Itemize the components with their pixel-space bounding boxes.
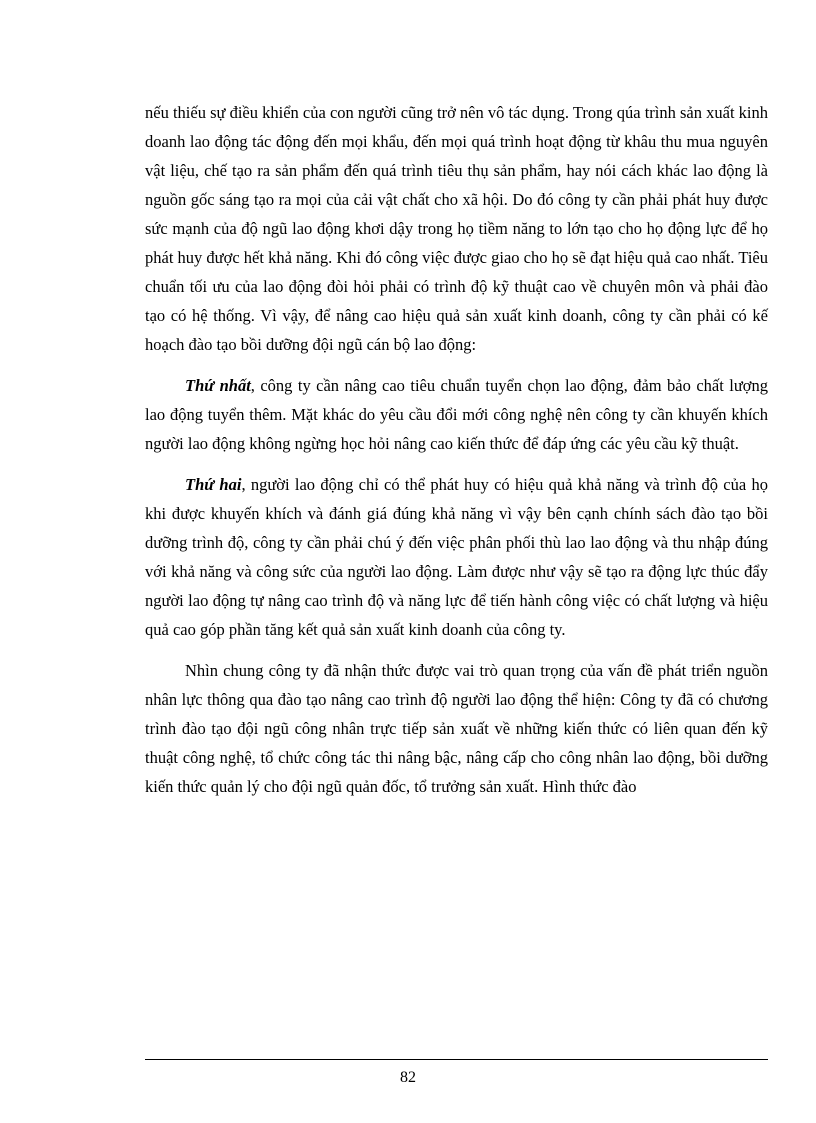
paragraph-4-text: Nhìn chung công ty đã nhận thức được vai trò quan trọng của vấn đề phát triển nguồn nhân lực thông qua đào tạo nâng cao trình độ người lao động thể hiện: Công ty đã có chương trình đào tạo đội ngũ công nhân trực tiếp sản xuất về những kiến thức có liên quan đến kỹ thuật công nghệ, tổ chức công tác thi nâng bậc, nâng cấp cho công nhân lao động, bồi dưỡng kiến thức quản lý cho đội ngũ quản đốc, tổ trưởng sản xuất. Hình thức đào — [145, 661, 768, 796]
paragraph-1-text: nếu thiếu sự điều khiển của con người cũng trở nên vô tác dụng. Trong qúa trình sản xuất kinh doanh lao động tác động đến mọi khẩu, đến mọi quá trình hoạt động từ khâu thu mua nguyên vật liệu, chế tạo ra sản phẩm đến quá trình tiêu thụ sản phẩm, hay nói cách khác lao động là nguồn gốc sáng tạo ra mọi của cải vật chất cho xã hội. Do đó công ty cần phải phát huy được sức mạnh của độ ngũ lao động khơi dậy trong họ tiềm năng to lớn tạo cho họ động lực để họ phát huy được hết khả năng. Khi đó công việc được giao cho họ sẽ đạt hiệu quả cao nhất. Tiêu chuẩn tối ưu của lao động đòi hỏi phải có trình độ kỹ thuật cao về chuyên môn và phải đào tạo có hệ thống. Vì vậy, để nâng cao hiệu quả sản xuất kinh doanh, công ty cần phải có kế hoạch đào tạo bồi dưỡng đội ngũ cán bộ lao động: — [145, 103, 768, 354]
footer-divider — [145, 1059, 768, 1060]
paragraph-2-lead: Thứ nhất — [185, 376, 251, 395]
paragraph-1 — [145, 98, 768, 359]
paragraph-3-lead: Thứ hai — [185, 475, 242, 494]
paragraph-3 — [145, 470, 768, 644]
paragraph-4 — [145, 656, 768, 801]
paragraph-2 — [145, 371, 768, 458]
document-body — [145, 98, 768, 813]
paragraph-2-text: , công ty cần nâng cao tiêu chuẩn tuyển chọn lao động, đảm bảo chất lượng lao động tuyển thêm. Mặt khác do yêu cầu đổi mới công nghệ nên công ty cần khuyến khích người lao động không ngừng học hỏi nâng cao kiến thức để đáp ứng các yêu cầu kỹ thuật. — [145, 376, 768, 453]
page-number: 82 — [400, 1069, 416, 1086]
paragraph-3-text: , người lao động chỉ có thể phát huy có hiệu quả khả năng và trình độ của họ khi được khuyến khích và đánh giá đúng khả năng vì vậy bên cạnh chính sách đào tạo bồi dưỡng trình độ, công ty cần phải chú ý đến việc phân phối thù lao lao động và thu nhập đúng với khả năng và công sức của người lao động. Làm được như vậy sẽ tạo ra động lực thúc đẩy người lao động tự nâng cao trình độ và năng lực để tiến hành công việc có chất lượng và hiệu quả cao góp phần tăng kết quả sản xuất kinh doanh của công ty. — [145, 475, 768, 639]
